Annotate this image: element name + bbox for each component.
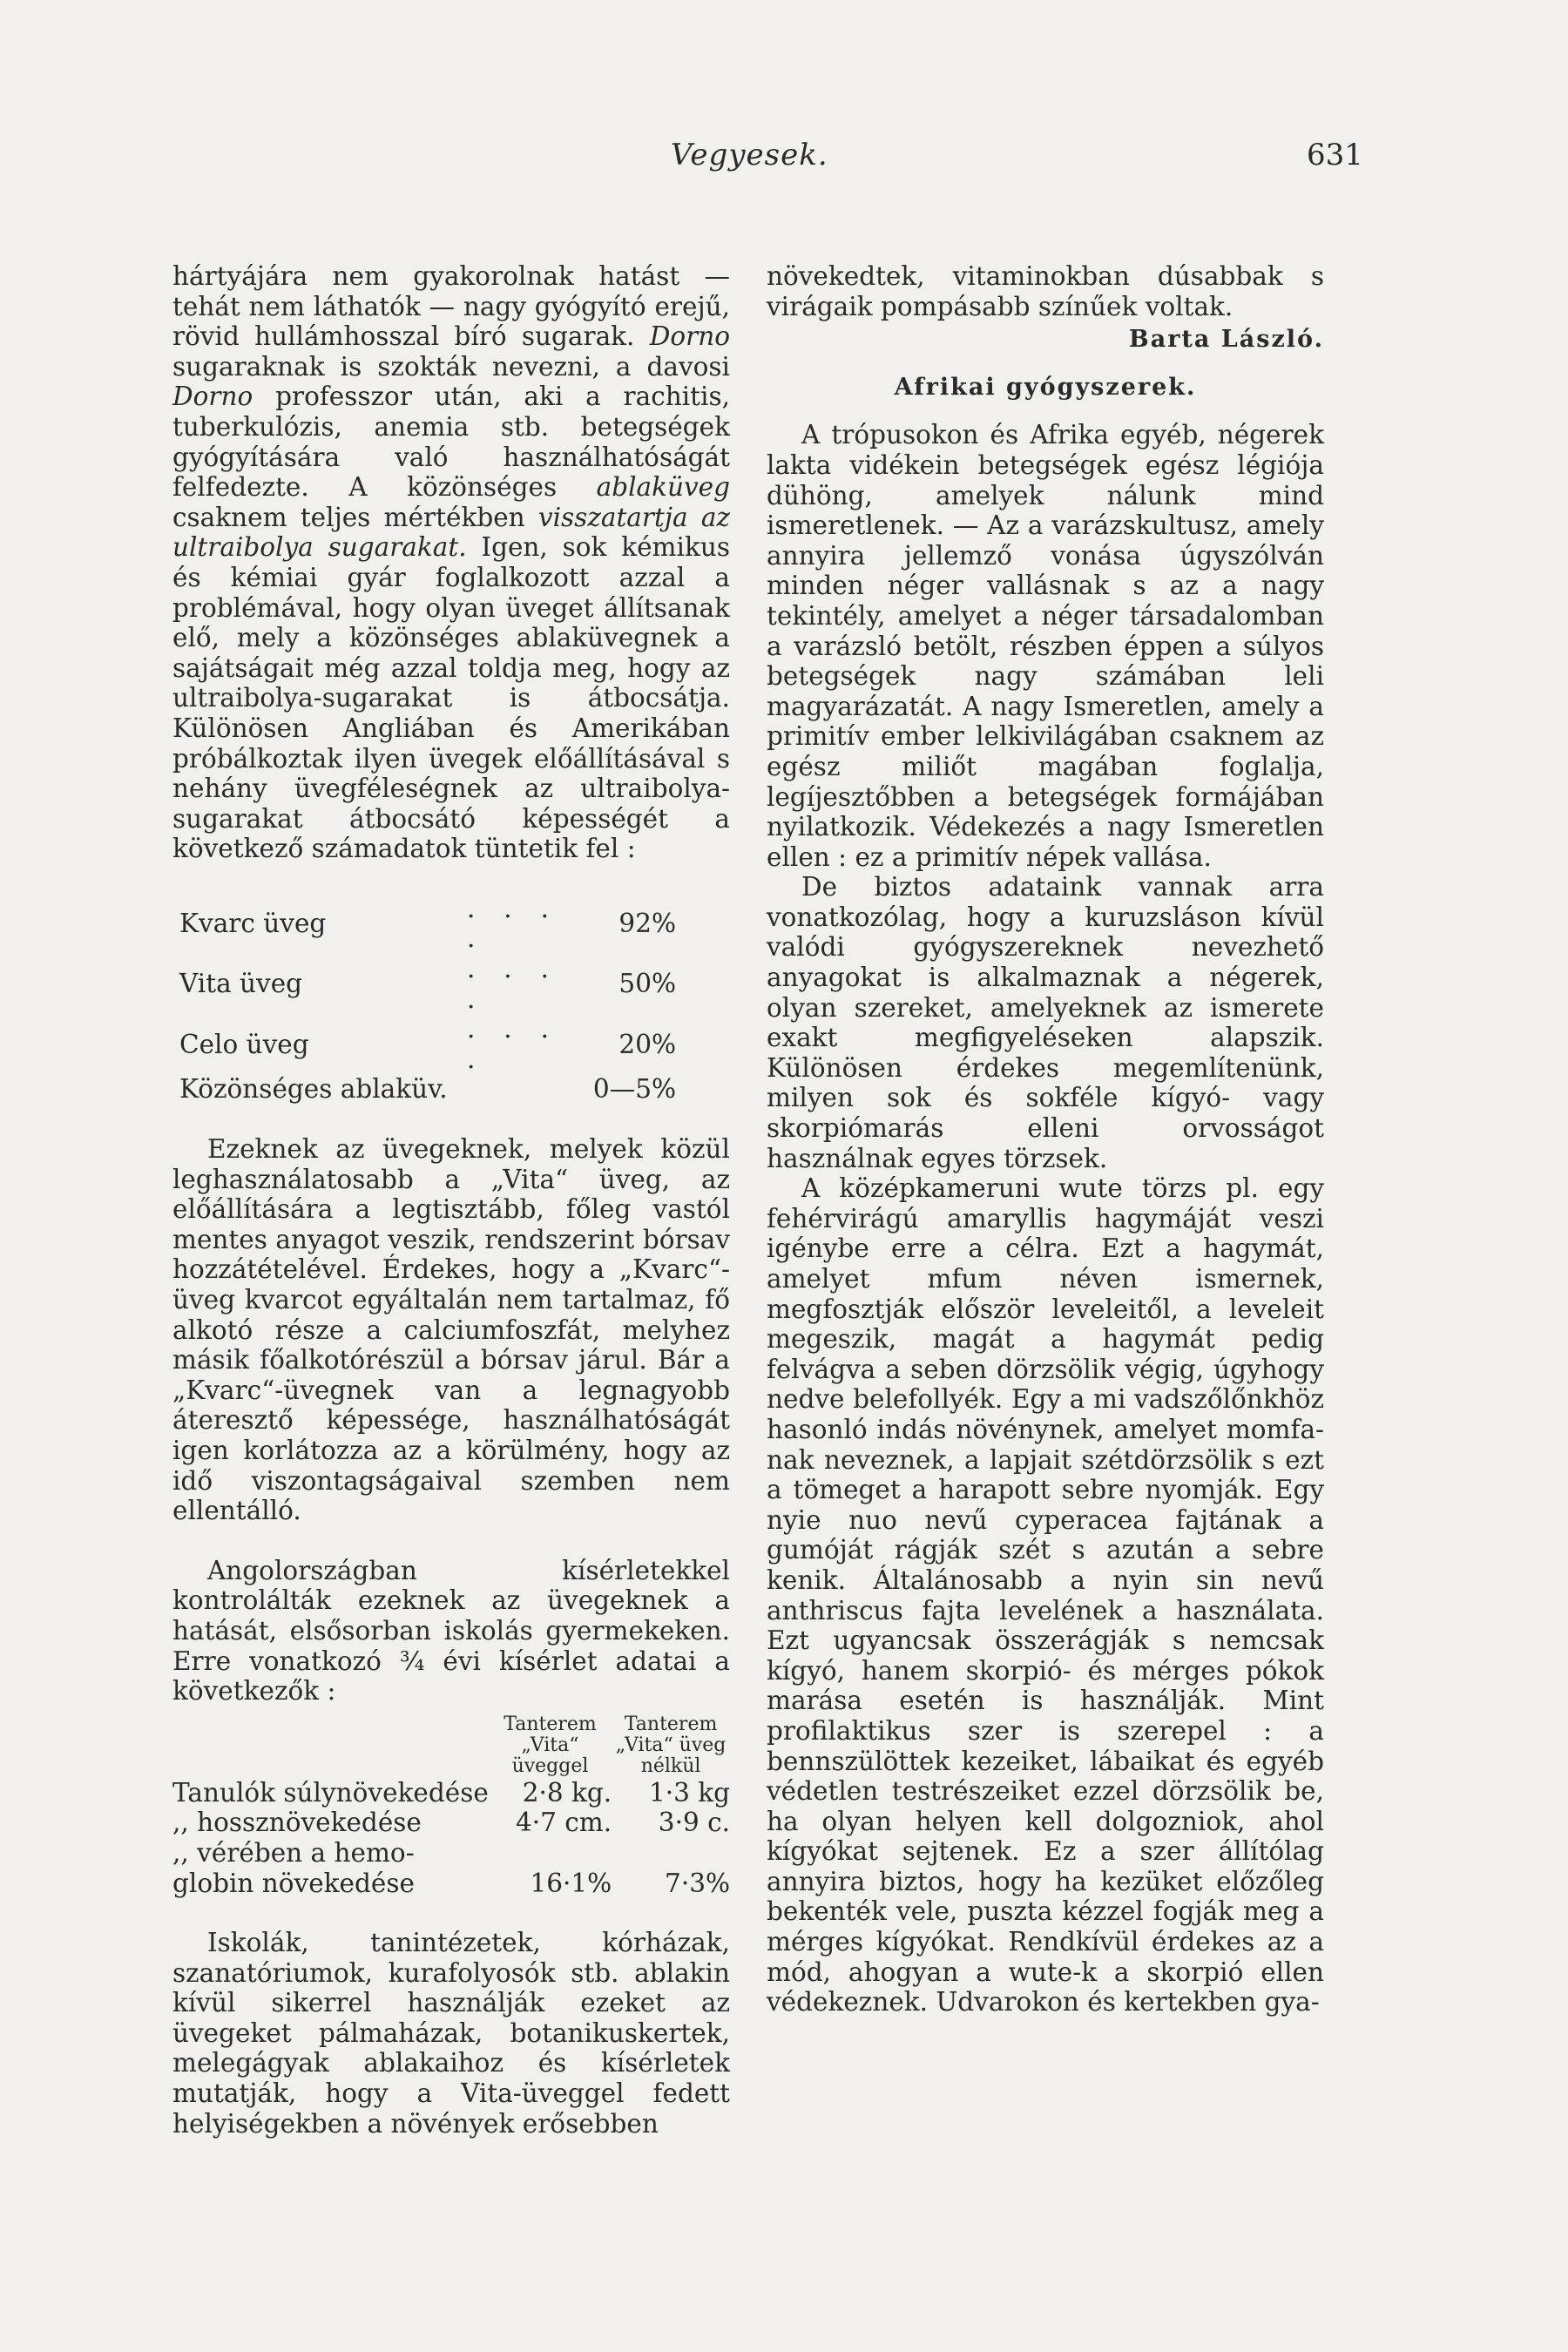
glass-name: Vita üveg bbox=[179, 969, 303, 999]
glass-transmission-table bbox=[172, 894, 676, 1105]
paragraph-uv-rays bbox=[172, 261, 730, 864]
page-number: 631 bbox=[1307, 138, 1363, 172]
text-run: Igen, sok kémikus és kémiai gyár foglalkozott azzal a problémával, hogy olyan üveget állítsanak elő, mely a közönséges ablaküvegnek a sajátságait még azzal toldja meg, hogy az ultraibolya-sugarakat is átbocsátja. Különösen Angliában és Amerikában próbálkoztak ilyen üvegek előállításával s nehány üvegféleségnek az ultraibolya-sugarakat átbocsátó képességét a következő számadatok tüntetik fel : bbox=[172, 532, 730, 864]
text-run: csaknem teljes mértékben bbox=[172, 502, 538, 532]
row-label: globin növekedése bbox=[172, 1868, 415, 1898]
paragraph-england-experiment: Angolországban kísérletekkel kontrolálták ezeknek az üvegeknek a hatását, elsősorban iskolás gyermekeken. Erre vonatkozó ¾ évi kísérlet adatai a következők : bbox=[172, 1555, 730, 1707]
paragraph-wute-tribe: A középkameruni wute törzs pl. egy fehérvirágú amaryllis hagymáját veszi igénybe erre a célra. Ezt a hagymát, amelyet mfum néven ismernek, megfosztják először leveleitől, a leveleit megeszik, magát a hagymát pedig felvágva a seben dörzsölik végig, úgyhogy nedve belefollyék. Egy a mi vadszőlőnkhöz hasonló indás növénynek, amelyet momfa-nak neveznek, a lapjait szétdörzsölik s ezt a tömeget a harapott sebre nyomják. Egy nyie nuo nevű cyperacea fajtának a gumóját rágják szét s azután a sebre kenik. Általánosabb a nyin sin nevű anthriscus fajta levelének a használata. Ezt ugyancsak összerágják s nemcsak kígyó, hanem skorpió- és mérges pókok marása esetén is használják. Mint profilaktikus szer is szerepel : a bennszülöttek kezeiket, lábaikat és egyéb védetlen testrészeiket ezzel dörzsölik be, ha olyan helyen kell dolgozniok, ahol kígyókat sejtenek. Ez a szer állítólag annyira biztos, hogy ha kezüket előzőleg bekenték vele, puszta kézzel fogják meg a mérges kígyókat. Rendkívül érdekes az a mód, ahogyan a wute-k a skorpió ellen védekeznek. Udvarokon és kertekben gya- bbox=[767, 1173, 1324, 2017]
experiment-results-table bbox=[172, 1713, 730, 1898]
value-without-vita bbox=[612, 1838, 730, 1869]
table-row bbox=[172, 1014, 676, 1074]
paragraph-vita-glass: Ezeknek az üvegeknek, melyek közül leghasználatosabb a „Vita“ üveg, az előállítására a legtisztább, főleg vastól mentes anyagot veszik, rendszerint bórsav hozzátételével. Érdekes, hogy a „Kvarc“-üveg kvarcot egyáltalán nem tartalmaz, fő alkotó része a calciumfoszfát, melyhez másik főalkotórészül a bórsav járul. Bár a „Kvarc“-üvegnek van a legnagyobb áteresztő képessége, használhatóságát igen korlátozza az a körülmény, hogy az idő viszontagságaival szemben nem ellentálló. bbox=[172, 1134, 730, 1526]
value-with-vita bbox=[489, 1838, 612, 1869]
value-without-vita: 1·3 kg bbox=[648, 1777, 730, 1808]
row-label: ,, vérében a hemo- bbox=[172, 1837, 415, 1868]
transmission-value: 20% bbox=[618, 1029, 676, 1059]
column-header-without-vita: Tanterem „Vita“ üveg nélkül bbox=[615, 1713, 727, 1777]
glass-name: Celo üveg bbox=[179, 1029, 309, 1059]
running-title: Vegyesek. bbox=[671, 138, 828, 172]
value-with-vita: 4·7 cm. bbox=[515, 1808, 612, 1838]
leader-dots: . . . . bbox=[467, 954, 554, 1014]
table-row bbox=[172, 1778, 730, 1808]
italic-run: visszatartja az ultraibolya sugarakat. bbox=[172, 502, 730, 563]
leader-dots: . . . . bbox=[467, 1014, 554, 1074]
value-with-vita: 16·1% bbox=[530, 1868, 612, 1898]
paragraph-real-medicines: De biztos adataink vannak arra vonatkozólag, hogy a kuruzsláson kívül valódi gyógyszereknek nevezhető anyagokat is alkalmaznak a négerek, olyan szereket, amelyeknek az ismerete exakt megfigyeléseken alapszik. Különösen érdekes megemlítenünk, milyen sok és sokféle kígyó- vagy skorpiómarás elleni orvosságot használnak egyes törzsek. bbox=[767, 872, 1324, 1173]
text-run: sugaraknak is szokták nevezni, a davosi bbox=[172, 351, 730, 382]
table-row bbox=[172, 1869, 730, 1899]
column-header-with-vita: Tanterem „Vita“ üveggel bbox=[504, 1713, 597, 1777]
table-row bbox=[172, 1838, 730, 1869]
paragraph-continuation: növekedtek, vitaminokban dúsabbak s virágaik pompásabb színűek voltak. bbox=[767, 261, 1324, 321]
value-without-vita: 7·3% bbox=[665, 1868, 730, 1898]
value-without-vita: 3·9 c. bbox=[658, 1808, 730, 1838]
leader-dots bbox=[467, 1074, 554, 1105]
leader-dots: . . . . bbox=[467, 893, 554, 954]
glass-name: Közönséges ablaküv. bbox=[179, 1074, 448, 1105]
text-run: professzor után, aki a rachitis, tuberkulózis, anemia stb. betegségek gyógyítására való használhatóságát felfedezte. A közönséges bbox=[172, 382, 730, 503]
article-author: Barta László. bbox=[1128, 326, 1324, 354]
row-label: ,, hossznövekedése bbox=[172, 1808, 422, 1838]
transmission-value: 92% bbox=[618, 909, 676, 939]
right-column bbox=[767, 261, 1324, 2017]
paragraph-usage: Iskolák, tanintézetek, kórházak, szanatóriumok, kurafolyosók stb. ablakin kívül sikerrel használják ezeket az üvegeket pálmaházak, botanikuskertek, melegágyak ablakaihoz és kísérletek mutatják, hogy a Vita-üveggel fedett helyiségekben a növények erősebben bbox=[172, 1928, 730, 2139]
table-row bbox=[172, 1074, 676, 1105]
table-row bbox=[172, 1808, 730, 1838]
paragraph-tropics: A trópusokon és Afrika egyéb, négerek lakta vidékein betegségek egész légiója dühöng, amelyek nálunk mind ismeretlenek. — Az a varázskultusz, amely annyira jellemző vonása úgyszólván minden néger vallásnak s az a nagy tekintély, amelyet a néger társadalomban a varázsló betölt, részben éppen a súlyos betegségek nagy számában leli magyarázatát. A nagy Ismeretlen, amely a primitív ember lelkivilágában csaknem az egész miliőt magában foglalja, legíjesztőbben a betegségek formájában nyilatkozik. Védekezés a nagy Ismeretlen ellen : ez a primitív népek vallása. bbox=[767, 420, 1324, 872]
section-title: Afrikai gyógyszerek. bbox=[894, 373, 1197, 401]
row-label: Tanulók súlynövekedése bbox=[172, 1777, 489, 1808]
glass-name: Kvarc üveg bbox=[179, 909, 327, 939]
italic-run: Dorno bbox=[172, 382, 253, 412]
transmission-value: 0—5% bbox=[592, 1074, 676, 1105]
italic-run: Dorno bbox=[649, 321, 730, 352]
text-run: hártyájára nem gyakorolnak hatást — tehát nem láthatók — nagy gyógyító erejű, rövid hullámhosszal bíró sugarak. bbox=[172, 261, 730, 352]
transmission-value: 50% bbox=[618, 969, 676, 999]
italic-run: ablaküveg bbox=[596, 472, 730, 503]
table-row bbox=[172, 954, 676, 1014]
table-row bbox=[172, 894, 676, 954]
value-with-vita: 2·8 kg. bbox=[522, 1777, 612, 1808]
left-column bbox=[172, 261, 730, 2139]
